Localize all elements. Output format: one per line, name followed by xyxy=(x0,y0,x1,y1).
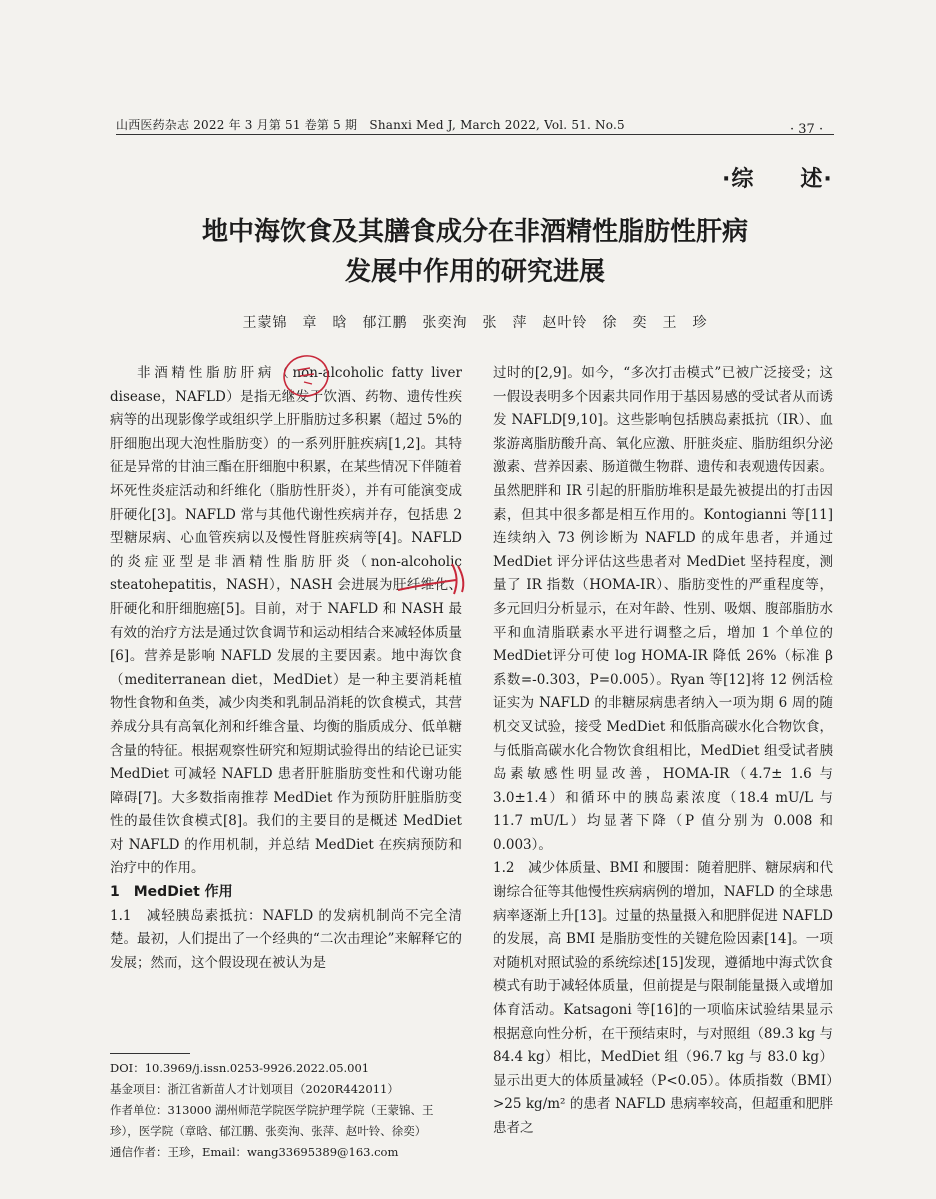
correspondence-note: 通信作者：王珍，Email：wang33695389@163.com xyxy=(110,1145,399,1159)
doi: DOI：10.3969/j.issn.0253-9926.2022.05.001 xyxy=(110,1061,370,1075)
section-tag: ·综 述· xyxy=(722,167,833,192)
author-list: 王蒙锦 章 晗 郁江鹏 张奕洵 张 萍 赵叶铃 徐 奕 王 珍 xyxy=(242,315,708,331)
running-head: 山西医药杂志 2022 年 3 月第 51 卷第 5 期 Shanxi Med J, March 2022, Vol. 51. No.5 xyxy=(116,118,625,132)
section-heading: 1 MedDiet 作用 xyxy=(110,884,233,901)
footnote-rule xyxy=(110,1053,190,1054)
subsection-1-1: 1.1 减轻胰岛素抵抗：NAFLD 的发病机制尚不完全清楚。最初，人们提出了一个经典的“二次击理论”来解释它的发展；然而，这个假设现在被认为是 xyxy=(110,907,462,971)
title-line-1: 地中海饮食及其膳食成分在非酒精性脂肪性肝病 xyxy=(201,217,748,247)
intro-paragraph: 非酒精性脂肪肝病（non-alcoholic fatty liver disease，NAFLD）是指无继发于饮酒、药物、遗传性疾病等的出现影像学或组织学上肝脂肪过多积累（超过 5%的肝细胞出现大泡性脂肪变）的一系列肝脏疾病[1,2]。其特征是异常的甘油三酯在肝细胞中积累，在某些情况下伴随着坏死性炎症活动和纤维化（脂肪性肝炎），并有可能演变成肝硬化[3]。NAFLD 常与其他代谢性疾病并存，包括患 2 型糖尿病、心血管疾病以及慢性肾脏疾病等[4]。NAFLD 的炎症亚型是非酒精性脂肪肝炎（non-alcoholic steatohepatitis，NASH），NASH 会进展为肝纤维化、肝硬化和肝细胞癌[5]。目前，对于 NAFLD 和 NASH 最有效的治疗方法是通过饮食调节和运动相结合来减轻体质量[6]。营养是影响 NAFLD 发展的主要因素。地中海饮食（mediterranean diet，MedDiet）是一种主要消耗植物性食物和鱼类，减少肉类和乳制品消耗的饮食模式，其营养成分具有高氧化剂和纤维含量、均衡的脂质成分、低单糖含量的特征。根据观察性研究和短期试验得出的结论已证实 MedDiet 可减轻 NAFLD 患者肝脏脂肪变性和代谢功能障碍[7]。大多数指南推荐 MedDiet 作为预防肝脏脂肪变性的最佳饮食模式[8]。我们的主要目的是概述 MedDiet 对 NAFLD 的作用机制，并总结 MedDiet 在疾病预防和治疗中的作用。 xyxy=(110,365,462,877)
left-column xyxy=(110,362,462,975)
title-line-2: 发展中作用的研究进展 xyxy=(344,257,605,287)
page-number: · 37 · xyxy=(790,122,824,137)
right-column xyxy=(493,362,833,1141)
fund-note: 基金项目：浙江省新苗人才计划项目（2020R442011） xyxy=(110,1082,399,1096)
subsection-1-2: 1.2 减少体质量、BMI 和腰围：随着肥胖、糖尿病和代谢综合征等其他慢性疾病病例的增加，NAFLD 的全球患病率逐渐上升[13]。过量的热量摄入和肥胖促进 NAFLD 的发展，高 BMI 是脂肪变性的关键危险因素[14]。一项对随机对照试验的系统综述[15]发现，遵循地中海式饮食模式有助于减轻体质量，但前提是与限制能量摄入或增加体育活动。Katsagoni 等[16]的一项临床试验结果显示根据意向性分析，在干预结束时，与对照组（89.3 kg 与 84.4 kg）相比，MedDiet 组（96.7 kg 与 83.0 kg）显示出更大的体质量减轻（P<0.05）。体质指数（BMI）>25 kg/m² 的患者 NAFLD 患病率较高，但超重和肥胖患者之 xyxy=(493,860,833,1136)
affiliation-note: 作者单位：313000 湖州师范学院医学院护理学院（王蒙锦、王珍），医学院（章晗、郁江鹏、张奕洵、张萍、赵叶铃、徐奕） xyxy=(110,1103,434,1138)
footnotes xyxy=(110,1058,460,1163)
header-rule xyxy=(116,134,834,135)
article-title xyxy=(150,212,800,292)
continued-paragraph: 过时的[2,9]。如今，“多次打击模式”已被广泛接受；这一假设表明多个因素共同作用于基因易感的受试者从而诱发 NAFLD[9,10]。这些影响包括胰岛素抵抗（IR）、血浆游离脂肪酸升高、氧化应激、肝脏炎症、脂肪组织分泌激素、营养因素、肠道微生物群、遗传和表观遗传因素。虽然肥胖和 IR 引起的肝脂肪堆积是最先被提出的打击因素，但其中很多都是相互作用的。Kontogianni 等[11]连续纳入 73 例诊断为 NAFLD 的成年患者，并通过 MedDiet 评分评估这些患者对 MedDiet 坚持程度，测量了 IR 指数（HOMA-IR）、脂肪变性的严重程度等，多元回归分析显示，在对年龄、性别、吸烟、腹部脂肪水平和血清脂联素水平进行调整之后，增加 1 个单位的 MedDiet评分可使 log HOMA-IR 降低 26%（标准 β 系数=-0.303，P=0.005）。Ryan 等[12]将 12 例活检证实为 NAFLD 的非糖尿病患者纳入一项为期 6 周的随机交叉试验，接受 MedDiet 和低脂高碳水化合物饮食，与低脂高碳水化合物饮食组相比，MedDiet 组受试者胰岛素敏感性明显改善，HOMA-IR（4.7± 1.6 与 3.0±1.4）和循环中的胰岛素浓度（18.4 mU/L 与 11.7 mU/L）均显著下降（P 值分别为 0.008 和 0.003）。 xyxy=(493,365,833,853)
